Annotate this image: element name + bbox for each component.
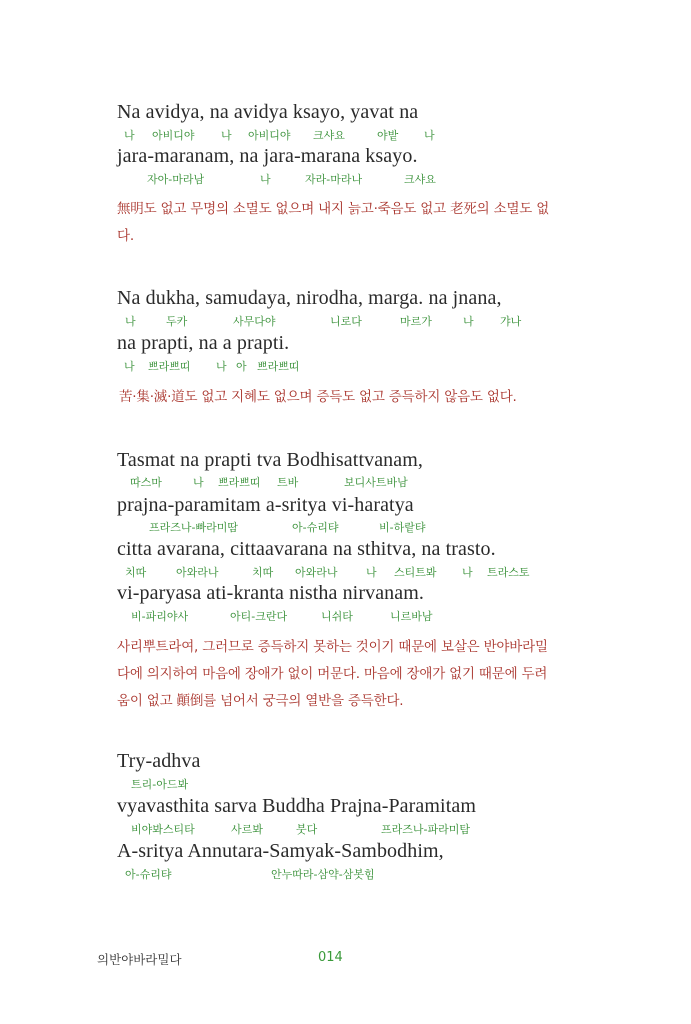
- pronunciation: 아: [236, 360, 247, 373]
- sanskrit-line: prajna-paramitam a-sritya vi-haratya: [117, 494, 414, 516]
- pronunciation: 두카: [166, 315, 188, 328]
- pronunciation: 나: [260, 173, 271, 186]
- pronunciation: 아티-크란다: [230, 610, 288, 623]
- pronunciation: 나: [193, 476, 204, 489]
- pronunciation: 붓다: [296, 823, 318, 836]
- sanskrit-line: vi-paryasa ati-kranta nistha nirvanam.: [117, 582, 425, 604]
- pronunciation: 니쉬타: [321, 610, 353, 623]
- sanskrit-line: na prapti, na a prapti.: [117, 332, 290, 354]
- pronunciation: 비-파리야사: [131, 610, 189, 623]
- pronunciation: 나: [424, 129, 435, 142]
- pronunciation: 크샤요: [404, 173, 436, 186]
- pronunciation: 스티트봐: [394, 566, 437, 579]
- pronunciation: 갸나: [500, 315, 522, 328]
- pronunciation: 아-슈리탸: [292, 521, 339, 534]
- pronunciation: 나: [125, 315, 136, 328]
- pronunciation: 아비디야: [152, 129, 195, 142]
- pronunciation: 니르바남: [390, 610, 433, 623]
- korean-translation: 苦·集·滅·道도 없고 지혜도 없으며 증득도 없고 증득하지 않음도 없다.: [119, 389, 517, 405]
- sanskrit-line: A-sritya Annutara-Samyak-Sambodhim,: [117, 840, 444, 862]
- pronunciation: 나: [463, 315, 474, 328]
- pronunciation: 아비디야: [248, 129, 291, 142]
- pronunciation: 나: [124, 360, 135, 373]
- pronunciation: 아-슈리탸: [125, 868, 172, 881]
- pronunciation: 트리-아드봐: [131, 778, 189, 791]
- pronunciation: 안누따라-삼약-삼봇힘: [271, 868, 375, 881]
- pronunciation: 나: [221, 129, 232, 142]
- pronunciation: 치따: [252, 566, 274, 579]
- pronunciation: 아와라나: [295, 566, 338, 579]
- sanskrit-line: citta avarana, cittaavarana na sthitva, na trasto.: [117, 538, 496, 560]
- pronunciation: 야밭: [377, 129, 399, 142]
- sanskrit-line: Na avidya, na avidya ksayo, yavat na: [117, 101, 419, 123]
- pronunciation: 나: [216, 360, 227, 373]
- pronunciation: 나: [462, 566, 473, 579]
- sanskrit-line: Tasmat na prapti tva Bodhisattvanam,: [117, 449, 424, 471]
- pronunciation: 사르봐: [231, 823, 263, 836]
- pronunciation: 자라-마라나: [305, 173, 363, 186]
- pronunciation: 비-하랕탸: [379, 521, 426, 534]
- pronunciation: 마르가: [400, 315, 432, 328]
- pronunciation: 쁘라쁘띠: [148, 360, 191, 373]
- pronunciation: 트라스토: [487, 566, 530, 579]
- pronunciation: 크샤요: [313, 129, 345, 142]
- korean-translation: 無明도 없고 무명의 소멸도 없으며 내지 늙고·죽음도 없고 老死의 소멸도 없다.: [117, 201, 550, 244]
- pronunciation: 프라즈나-파라미탐: [381, 823, 470, 836]
- pronunciation: 보디사트바남: [344, 476, 408, 489]
- pronunciation: 쁘라쁘띠: [257, 360, 300, 373]
- pronunciation: 따스마: [130, 476, 162, 489]
- pronunciation: 프라즈나-빠라미땀: [149, 521, 238, 534]
- sanskrit-line: vyavasthita sarva Buddha Prajna-Paramitam: [117, 795, 476, 817]
- pronunciation: 트바: [277, 476, 299, 489]
- pronunciation: 나: [366, 566, 377, 579]
- pronunciation: 사무다야: [233, 315, 276, 328]
- pronunciation: 비야봐스티타: [131, 823, 195, 836]
- page-number: 014: [318, 950, 343, 965]
- pronunciation: 자아-마라남: [147, 173, 205, 186]
- sanskrit-line: Try-adhva: [117, 750, 201, 772]
- pronunciation: 나: [124, 129, 135, 142]
- book-title: 의반야바라밀다: [97, 952, 182, 967]
- pronunciation: 니로다: [330, 315, 362, 328]
- pronunciation: 아와라나: [176, 566, 219, 579]
- pronunciation: 치따: [125, 566, 147, 579]
- pronunciation: 쁘라쁘띠: [218, 476, 261, 489]
- sanskrit-line: Na dukha, samudaya, nirodha, marga. na jnana,: [117, 287, 502, 309]
- korean-translation: 사리뿌트라여, 그러므로 증득하지 못하는 것이기 때문에 보살은 반야바라밀다에 의지하여 마음에 장애가 없이 머문다. 마음에 장애가 없기 때문에 두려움이 없고 顚倒를 넘어서 궁극의 열반을 증득한다.: [117, 639, 548, 709]
- sanskrit-line: jara-maranam, na jara-marana ksayo.: [117, 145, 418, 167]
